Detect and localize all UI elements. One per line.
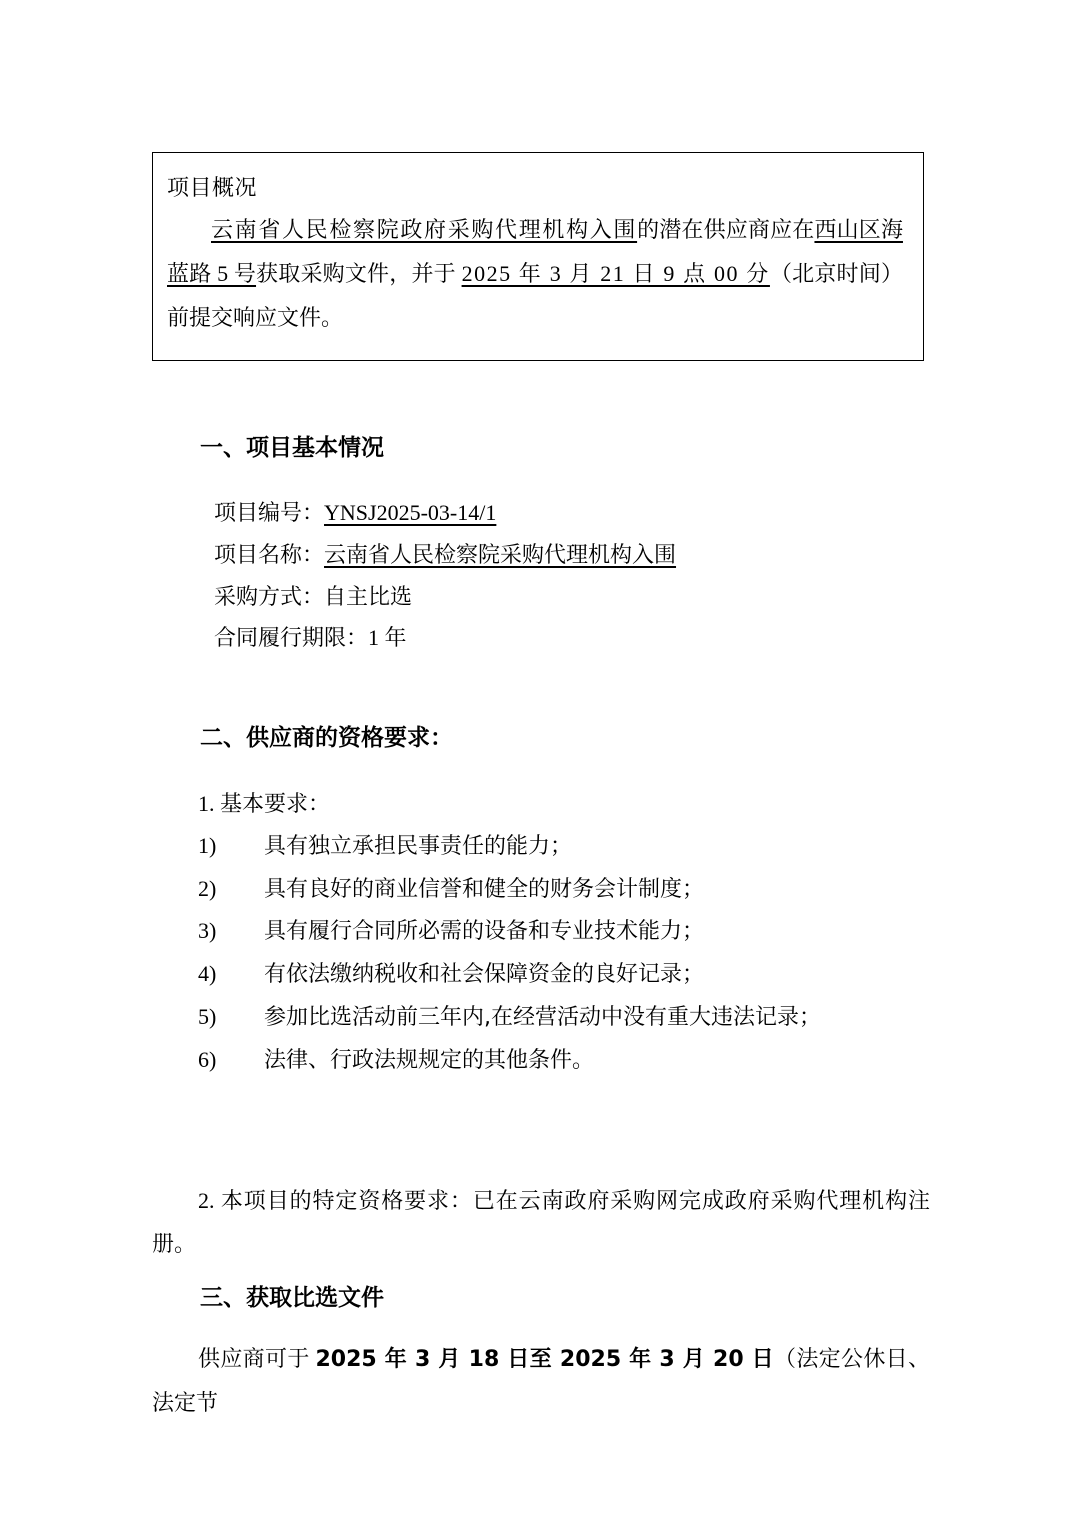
field-project-name-value: 云南省人民检察院采购代理机构入围: [324, 541, 677, 567]
section-two-heading: 二、供应商的资格要求：: [200, 725, 453, 751]
requirement-item-4: [152, 953, 930, 996]
project-overview-box: [152, 152, 924, 361]
section-three: [152, 1282, 930, 1314]
requirement-item-2: [152, 868, 930, 911]
overview-part-4: 2025 年 3 月 21 日 9 点 00 分: [461, 261, 770, 286]
section-two: [152, 722, 930, 754]
specific-requirements: [152, 1180, 930, 1266]
field-procurement-method: [152, 576, 930, 618]
requirement-item-4-text: 有依法缴纳税收和社会保障资金的良好记录；: [264, 962, 705, 988]
basic-requirements-subheading: 1. 基本要求：: [198, 791, 331, 816]
requirement-item-5: [152, 996, 930, 1039]
requirement-item-1: [152, 825, 930, 868]
overview-part-2: 西山区海蓝路 5 号: [167, 217, 903, 286]
section-three-heading: 三、获取比选文件: [200, 1285, 384, 1311]
overview-part-0: 云南省人民检察院政府采购代理机构入围: [211, 217, 638, 242]
section-three-body: [152, 1338, 930, 1425]
section-one-fields: [152, 492, 930, 659]
section-two-body: [152, 783, 930, 1082]
requirement-item-3: [152, 910, 930, 953]
field-contract-term: [152, 617, 930, 659]
field-procurement-method-label: 采购方式：: [214, 583, 325, 609]
requirement-item-1-number: 1): [198, 832, 217, 858]
requirement-item-5-number: 5): [198, 1003, 217, 1029]
overview-part-3: 获取采购文件，并于: [256, 261, 462, 286]
field-contract-term-value: 1 年: [368, 625, 407, 651]
requirement-item-4-number: 4): [198, 961, 217, 987]
requirement-item-2-text: 具有良好的商业信誉和健全的财务会计制度；: [264, 876, 705, 902]
specific-requirements-text: 2. 本项目的特定资格要求：已在云南政府采购网完成政府采购代理机构注册。: [152, 1188, 930, 1256]
document-acquisition-paragraph: [152, 1338, 930, 1425]
section-one: [152, 432, 930, 464]
acquisition-suffix: （法定公休日、法定节: [152, 1346, 930, 1415]
acquisition-prefix: 供应商可于: [198, 1346, 316, 1371]
field-contract-term-label: 合同履行期限：: [214, 625, 369, 651]
acquisition-dates: 2025 年 3 月 18 日至 2025 年 3 月 20 日: [315, 1347, 774, 1372]
project-overview-title: 项目概况: [167, 175, 258, 200]
field-project-number-value: YNSJ2025-03-14/1: [324, 500, 497, 525]
requirement-item-6: [152, 1039, 930, 1082]
overview-part-5: （北京时间）前提交响应文件。: [167, 261, 903, 330]
project-overview-body: [167, 208, 903, 340]
requirement-item-3-text: 具有履行合同所必需的设备和专业技术能力；: [264, 919, 705, 945]
requirement-item-5-text: 参加比选活动前三年内,在经营活动中没有重大违法记录；: [264, 1004, 821, 1030]
section-one-heading: 一、项目基本情况: [200, 435, 384, 461]
requirement-item-1-text: 具有独立承担民事责任的能力；: [264, 833, 573, 859]
requirement-item-6-number: 6): [198, 1046, 217, 1072]
overview-part-1: 的潜在供应商应在: [637, 217, 815, 242]
requirement-item-6-text: 法律、行政法规规定的其他条件。: [264, 1047, 595, 1073]
field-project-name: [152, 534, 930, 576]
field-project-name-label: 项目名称：: [214, 541, 325, 567]
field-project-number-label: 项目编号：: [214, 500, 325, 525]
requirement-item-2-number: 2): [198, 875, 217, 901]
field-procurement-method-value: 自主比选: [324, 583, 413, 609]
requirement-item-3-number: 3): [198, 918, 217, 944]
field-project-number: [152, 492, 930, 534]
